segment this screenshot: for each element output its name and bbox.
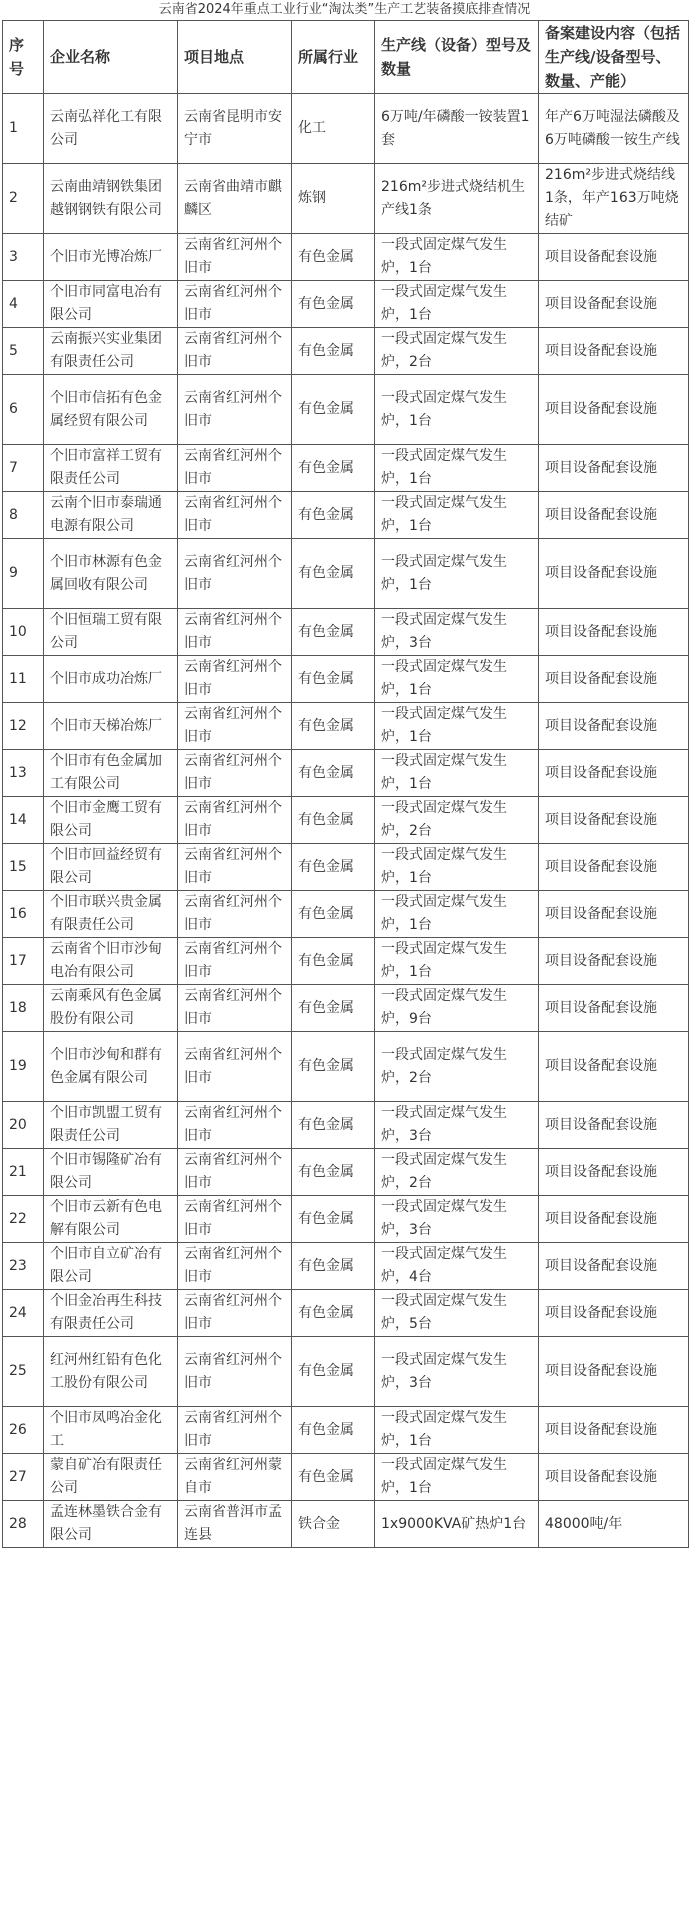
cell-company: 个旧市有色金属加工有限公司 bbox=[44, 750, 178, 797]
cell-company: 云南弘祥化工有限公司 bbox=[44, 94, 178, 164]
cell-company: 个旧市天梯冶炼厂 bbox=[44, 703, 178, 750]
cell-industry: 有色金属 bbox=[292, 656, 375, 703]
cell-index: 1 bbox=[3, 94, 44, 164]
cell-filing-content: 项目设备配套设施 bbox=[539, 328, 689, 375]
cell-equipment: 一段式固定煤气发生炉，9台 bbox=[375, 985, 539, 1032]
header-equipment: 生产线（设备）型号及数量 bbox=[375, 21, 539, 94]
cell-industry: 有色金属 bbox=[292, 1243, 375, 1290]
cell-equipment: 一段式固定煤气发生炉，3台 bbox=[375, 1337, 539, 1407]
cell-filing-content: 项目设备配套设施 bbox=[539, 1337, 689, 1407]
cell-filing-content: 项目设备配套设施 bbox=[539, 375, 689, 445]
cell-industry: 有色金属 bbox=[292, 938, 375, 985]
cell-industry: 有色金属 bbox=[292, 492, 375, 539]
cell-industry: 有色金属 bbox=[292, 1032, 375, 1102]
cell-location: 云南省红河州个旧市 bbox=[178, 375, 292, 445]
cell-company: 云南省个旧市沙甸电冶有限公司 bbox=[44, 938, 178, 985]
cell-industry: 有色金属 bbox=[292, 750, 375, 797]
cell-industry: 有色金属 bbox=[292, 703, 375, 750]
cell-location: 云南省昆明市安宁市 bbox=[178, 94, 292, 164]
cell-industry: 有色金属 bbox=[292, 234, 375, 281]
table-row bbox=[3, 328, 689, 375]
cell-filing-content: 项目设备配套设施 bbox=[539, 609, 689, 656]
cell-index: 19 bbox=[3, 1032, 44, 1102]
table-row bbox=[3, 1102, 689, 1149]
cell-equipment: 一段式固定煤气发生炉，1台 bbox=[375, 234, 539, 281]
cell-equipment: 一段式固定煤气发生炉，1台 bbox=[375, 281, 539, 328]
cell-index: 21 bbox=[3, 1149, 44, 1196]
cell-filing-content: 项目设备配套设施 bbox=[539, 234, 689, 281]
cell-filing-content: 项目设备配套设施 bbox=[539, 891, 689, 938]
cell-company: 个旧市凤鸣冶金化工 bbox=[44, 1407, 178, 1454]
cell-index: 7 bbox=[3, 445, 44, 492]
cell-industry: 炼钢 bbox=[292, 164, 375, 234]
cell-company: 个旧市联兴贵金属有限责任公司 bbox=[44, 891, 178, 938]
cell-company: 孟连林墨铁合金有限公司 bbox=[44, 1501, 178, 1548]
cell-equipment: 一段式固定煤气发生炉，1台 bbox=[375, 750, 539, 797]
header-location: 项目地点 bbox=[178, 21, 292, 94]
table-row bbox=[3, 750, 689, 797]
cell-index: 14 bbox=[3, 797, 44, 844]
cell-location: 云南省红河州个旧市 bbox=[178, 609, 292, 656]
cell-location: 云南省红河州个旧市 bbox=[178, 844, 292, 891]
cell-filing-content: 项目设备配套设施 bbox=[539, 492, 689, 539]
cell-company: 红河州红铅有色化工股份有限公司 bbox=[44, 1337, 178, 1407]
cell-location: 云南省红河州个旧市 bbox=[178, 1196, 292, 1243]
cell-filing-content: 项目设备配套设施 bbox=[539, 281, 689, 328]
cell-filing-content: 项目设备配套设施 bbox=[539, 1032, 689, 1102]
cell-equipment: 一段式固定煤气发生炉，1台 bbox=[375, 656, 539, 703]
cell-location: 云南省红河州个旧市 bbox=[178, 750, 292, 797]
cell-industry: 有色金属 bbox=[292, 609, 375, 656]
cell-index: 11 bbox=[3, 656, 44, 703]
cell-industry: 有色金属 bbox=[292, 1102, 375, 1149]
cell-filing-content: 项目设备配套设施 bbox=[539, 750, 689, 797]
cell-industry: 有色金属 bbox=[292, 797, 375, 844]
table-row bbox=[3, 1501, 689, 1548]
cell-index: 17 bbox=[3, 938, 44, 985]
cell-location: 云南省红河州个旧市 bbox=[178, 328, 292, 375]
cell-industry: 有色金属 bbox=[292, 1290, 375, 1337]
cell-location: 云南省红河州蒙自市 bbox=[178, 1454, 292, 1501]
cell-industry: 有色金属 bbox=[292, 1196, 375, 1243]
cell-equipment: 一段式固定煤气发生炉，2台 bbox=[375, 797, 539, 844]
cell-equipment: 一段式固定煤气发生炉，1台 bbox=[375, 445, 539, 492]
table-row bbox=[3, 938, 689, 985]
cell-filing-content: 项目设备配套设施 bbox=[539, 1407, 689, 1454]
cell-industry: 有色金属 bbox=[292, 1337, 375, 1407]
equipment-table bbox=[2, 20, 689, 1548]
cell-industry: 有色金属 bbox=[292, 445, 375, 492]
cell-industry: 化工 bbox=[292, 94, 375, 164]
cell-index: 13 bbox=[3, 750, 44, 797]
cell-company: 个旧市富祥工贸有限责任公司 bbox=[44, 445, 178, 492]
cell-company: 个旧市自立矿冶有限公司 bbox=[44, 1243, 178, 1290]
table-row bbox=[3, 797, 689, 844]
table-row bbox=[3, 1407, 689, 1454]
cell-industry: 有色金属 bbox=[292, 985, 375, 1032]
table-row bbox=[3, 539, 689, 609]
cell-company: 个旧市锡隆矿冶有限公司 bbox=[44, 1149, 178, 1196]
cell-location: 云南省红河州个旧市 bbox=[178, 938, 292, 985]
cell-location: 云南省红河州个旧市 bbox=[178, 539, 292, 609]
cell-location: 云南省红河州个旧市 bbox=[178, 703, 292, 750]
cell-company: 云南个旧市泰瑞通电源有限公司 bbox=[44, 492, 178, 539]
cell-location: 云南省普洱市孟连县 bbox=[178, 1501, 292, 1548]
table-row bbox=[3, 445, 689, 492]
table-row bbox=[3, 1337, 689, 1407]
cell-equipment: 一段式固定煤气发生炉，4台 bbox=[375, 1243, 539, 1290]
cell-index: 5 bbox=[3, 328, 44, 375]
table-row bbox=[3, 234, 689, 281]
cell-location: 云南省红河州个旧市 bbox=[178, 985, 292, 1032]
cell-equipment: 1x9000KVA矿热炉1台 bbox=[375, 1501, 539, 1548]
cell-index: 27 bbox=[3, 1454, 44, 1501]
cell-equipment: 一段式固定煤气发生炉，2台 bbox=[375, 1149, 539, 1196]
cell-industry: 铁合金 bbox=[292, 1501, 375, 1548]
cell-equipment: 一段式固定煤气发生炉，1台 bbox=[375, 539, 539, 609]
cell-company: 个旧市林源有色金属回收有限公司 bbox=[44, 539, 178, 609]
cell-equipment: 一段式固定煤气发生炉，3台 bbox=[375, 609, 539, 656]
cell-location: 云南省红河州个旧市 bbox=[178, 1243, 292, 1290]
cell-index: 22 bbox=[3, 1196, 44, 1243]
cell-equipment: 6万吨/年磷酸一铵装置1套 bbox=[375, 94, 539, 164]
cell-filing-content: 项目设备配套设施 bbox=[539, 1149, 689, 1196]
cell-industry: 有色金属 bbox=[292, 539, 375, 609]
cell-index: 6 bbox=[3, 375, 44, 445]
cell-filing-content: 项目设备配套设施 bbox=[539, 539, 689, 609]
cell-filing-content: 项目设备配套设施 bbox=[539, 938, 689, 985]
cell-company: 个旧市沙甸和群有色金属有限公司 bbox=[44, 1032, 178, 1102]
cell-industry: 有色金属 bbox=[292, 375, 375, 445]
table-header-row bbox=[3, 21, 689, 94]
table-row bbox=[3, 492, 689, 539]
cell-equipment: 一段式固定煤气发生炉，1台 bbox=[375, 844, 539, 891]
cell-location: 云南省红河州个旧市 bbox=[178, 891, 292, 938]
cell-equipment: 216m²步进式烧结机生产线1条 bbox=[375, 164, 539, 234]
cell-location: 云南省红河州个旧市 bbox=[178, 1032, 292, 1102]
cell-filing-content: 项目设备配套设施 bbox=[539, 1102, 689, 1149]
cell-location: 云南省红河州个旧市 bbox=[178, 1102, 292, 1149]
cell-filing-content: 项目设备配套设施 bbox=[539, 985, 689, 1032]
table-row bbox=[3, 1454, 689, 1501]
table-row bbox=[3, 375, 689, 445]
cell-filing-content: 项目设备配套设施 bbox=[539, 844, 689, 891]
cell-index: 12 bbox=[3, 703, 44, 750]
cell-industry: 有色金属 bbox=[292, 1454, 375, 1501]
table-row bbox=[3, 656, 689, 703]
cell-index: 16 bbox=[3, 891, 44, 938]
cell-filing-content: 项目设备配套设施 bbox=[539, 1196, 689, 1243]
table-row bbox=[3, 281, 689, 328]
cell-location: 云南省红河州个旧市 bbox=[178, 656, 292, 703]
table-row bbox=[3, 1290, 689, 1337]
cell-equipment: 一段式固定煤气发生炉，2台 bbox=[375, 328, 539, 375]
cell-filing-content: 项目设备配套设施 bbox=[539, 703, 689, 750]
cell-filing-content: 216m²步进式烧结线1条，年产163万吨烧结矿 bbox=[539, 164, 689, 234]
cell-index: 25 bbox=[3, 1337, 44, 1407]
cell-industry: 有色金属 bbox=[292, 1149, 375, 1196]
cell-index: 15 bbox=[3, 844, 44, 891]
cell-company: 个旧市云新有色电解有限公司 bbox=[44, 1196, 178, 1243]
cell-company: 个旧市成功冶炼厂 bbox=[44, 656, 178, 703]
table-row bbox=[3, 1243, 689, 1290]
cell-index: 8 bbox=[3, 492, 44, 539]
cell-location: 云南省红河州个旧市 bbox=[178, 1149, 292, 1196]
cell-industry: 有色金属 bbox=[292, 844, 375, 891]
cell-filing-content: 项目设备配套设施 bbox=[539, 1290, 689, 1337]
table-row bbox=[3, 609, 689, 656]
cell-location: 云南省红河州个旧市 bbox=[178, 1337, 292, 1407]
table-row bbox=[3, 703, 689, 750]
cell-index: 24 bbox=[3, 1290, 44, 1337]
cell-industry: 有色金属 bbox=[292, 281, 375, 328]
cell-location: 云南省曲靖市麒麟区 bbox=[178, 164, 292, 234]
cell-location: 云南省红河州个旧市 bbox=[178, 281, 292, 328]
cell-location: 云南省红河州个旧市 bbox=[178, 234, 292, 281]
cell-company: 蒙自矿冶有限责任公司 bbox=[44, 1454, 178, 1501]
header-industry: 所属行业 bbox=[292, 21, 375, 94]
table-row bbox=[3, 985, 689, 1032]
cell-company: 个旧市金鹰工贸有限公司 bbox=[44, 797, 178, 844]
cell-equipment: 一段式固定煤气发生炉，3台 bbox=[375, 1196, 539, 1243]
cell-company: 个旧市信拓有色金属经贸有限公司 bbox=[44, 375, 178, 445]
table-row bbox=[3, 94, 689, 164]
cell-industry: 有色金属 bbox=[292, 1407, 375, 1454]
cell-filing-content: 项目设备配套设施 bbox=[539, 1243, 689, 1290]
cell-location: 云南省红河州个旧市 bbox=[178, 492, 292, 539]
cell-filing-content: 项目设备配套设施 bbox=[539, 797, 689, 844]
cell-industry: 有色金属 bbox=[292, 891, 375, 938]
cell-company: 云南乘风有色金属股份有限公司 bbox=[44, 985, 178, 1032]
cell-company: 个旧市同富电冶有限公司 bbox=[44, 281, 178, 328]
cell-equipment: 一段式固定煤气发生炉，1台 bbox=[375, 938, 539, 985]
cell-equipment: 一段式固定煤气发生炉，1台 bbox=[375, 492, 539, 539]
cell-company: 个旧市光博冶炼厂 bbox=[44, 234, 178, 281]
table-row bbox=[3, 1032, 689, 1102]
cell-equipment: 一段式固定煤气发生炉，1台 bbox=[375, 703, 539, 750]
cell-company: 个旧市回益经贸有限公司 bbox=[44, 844, 178, 891]
cell-index: 4 bbox=[3, 281, 44, 328]
cell-filing-content: 48000吨/年 bbox=[539, 1501, 689, 1548]
table-row bbox=[3, 1196, 689, 1243]
table-row bbox=[3, 844, 689, 891]
table-row bbox=[3, 891, 689, 938]
cell-equipment: 一段式固定煤气发生炉，1台 bbox=[375, 1407, 539, 1454]
header-index: 序号 bbox=[3, 21, 44, 94]
cell-equipment: 一段式固定煤气发生炉，1台 bbox=[375, 1454, 539, 1501]
cell-index: 9 bbox=[3, 539, 44, 609]
cell-filing-content: 年产6万吨湿法磷酸及6万吨磷酸一铵生产线 bbox=[539, 94, 689, 164]
header-filing-content: 备案建设内容（包括生产线/设备型号、数量、产能） bbox=[539, 21, 689, 94]
cell-filing-content: 项目设备配套设施 bbox=[539, 445, 689, 492]
page-title: 云南省2024年重点工业行业“淘汰类”生产工艺装备摸底排查情况 bbox=[158, 2, 531, 17]
cell-location: 云南省红河州个旧市 bbox=[178, 1407, 292, 1454]
cell-equipment: 一段式固定煤气发生炉，1台 bbox=[375, 891, 539, 938]
cell-company: 个旧金冶再生科技有限责任公司 bbox=[44, 1290, 178, 1337]
table-row bbox=[3, 1149, 689, 1196]
cell-company: 云南曲靖钢铁集团越钢钢铁有限公司 bbox=[44, 164, 178, 234]
cell-industry: 有色金属 bbox=[292, 328, 375, 375]
cell-index: 28 bbox=[3, 1501, 44, 1548]
cell-equipment: 一段式固定煤气发生炉，1台 bbox=[375, 375, 539, 445]
cell-filing-content: 项目设备配套设施 bbox=[539, 1454, 689, 1501]
cell-index: 2 bbox=[3, 164, 44, 234]
cell-company: 个旧市凯盟工贸有限责任公司 bbox=[44, 1102, 178, 1149]
cell-index: 18 bbox=[3, 985, 44, 1032]
cell-location: 云南省红河州个旧市 bbox=[178, 1290, 292, 1337]
cell-index: 20 bbox=[3, 1102, 44, 1149]
cell-index: 26 bbox=[3, 1407, 44, 1454]
cell-equipment: 一段式固定煤气发生炉，3台 bbox=[375, 1102, 539, 1149]
cell-equipment: 一段式固定煤气发生炉，5台 bbox=[375, 1290, 539, 1337]
header-company: 企业名称 bbox=[44, 21, 178, 94]
cell-index: 23 bbox=[3, 1243, 44, 1290]
table-row bbox=[3, 164, 689, 234]
cell-index: 3 bbox=[3, 234, 44, 281]
cell-location: 云南省红河州个旧市 bbox=[178, 445, 292, 492]
cell-equipment: 一段式固定煤气发生炉，2台 bbox=[375, 1032, 539, 1102]
cell-company: 云南振兴实业集团有限责任公司 bbox=[44, 328, 178, 375]
cell-location: 云南省红河州个旧市 bbox=[178, 797, 292, 844]
cell-filing-content: 项目设备配套设施 bbox=[539, 656, 689, 703]
cell-company: 个旧恒瑞工贸有限公司 bbox=[44, 609, 178, 656]
cell-index: 10 bbox=[3, 609, 44, 656]
